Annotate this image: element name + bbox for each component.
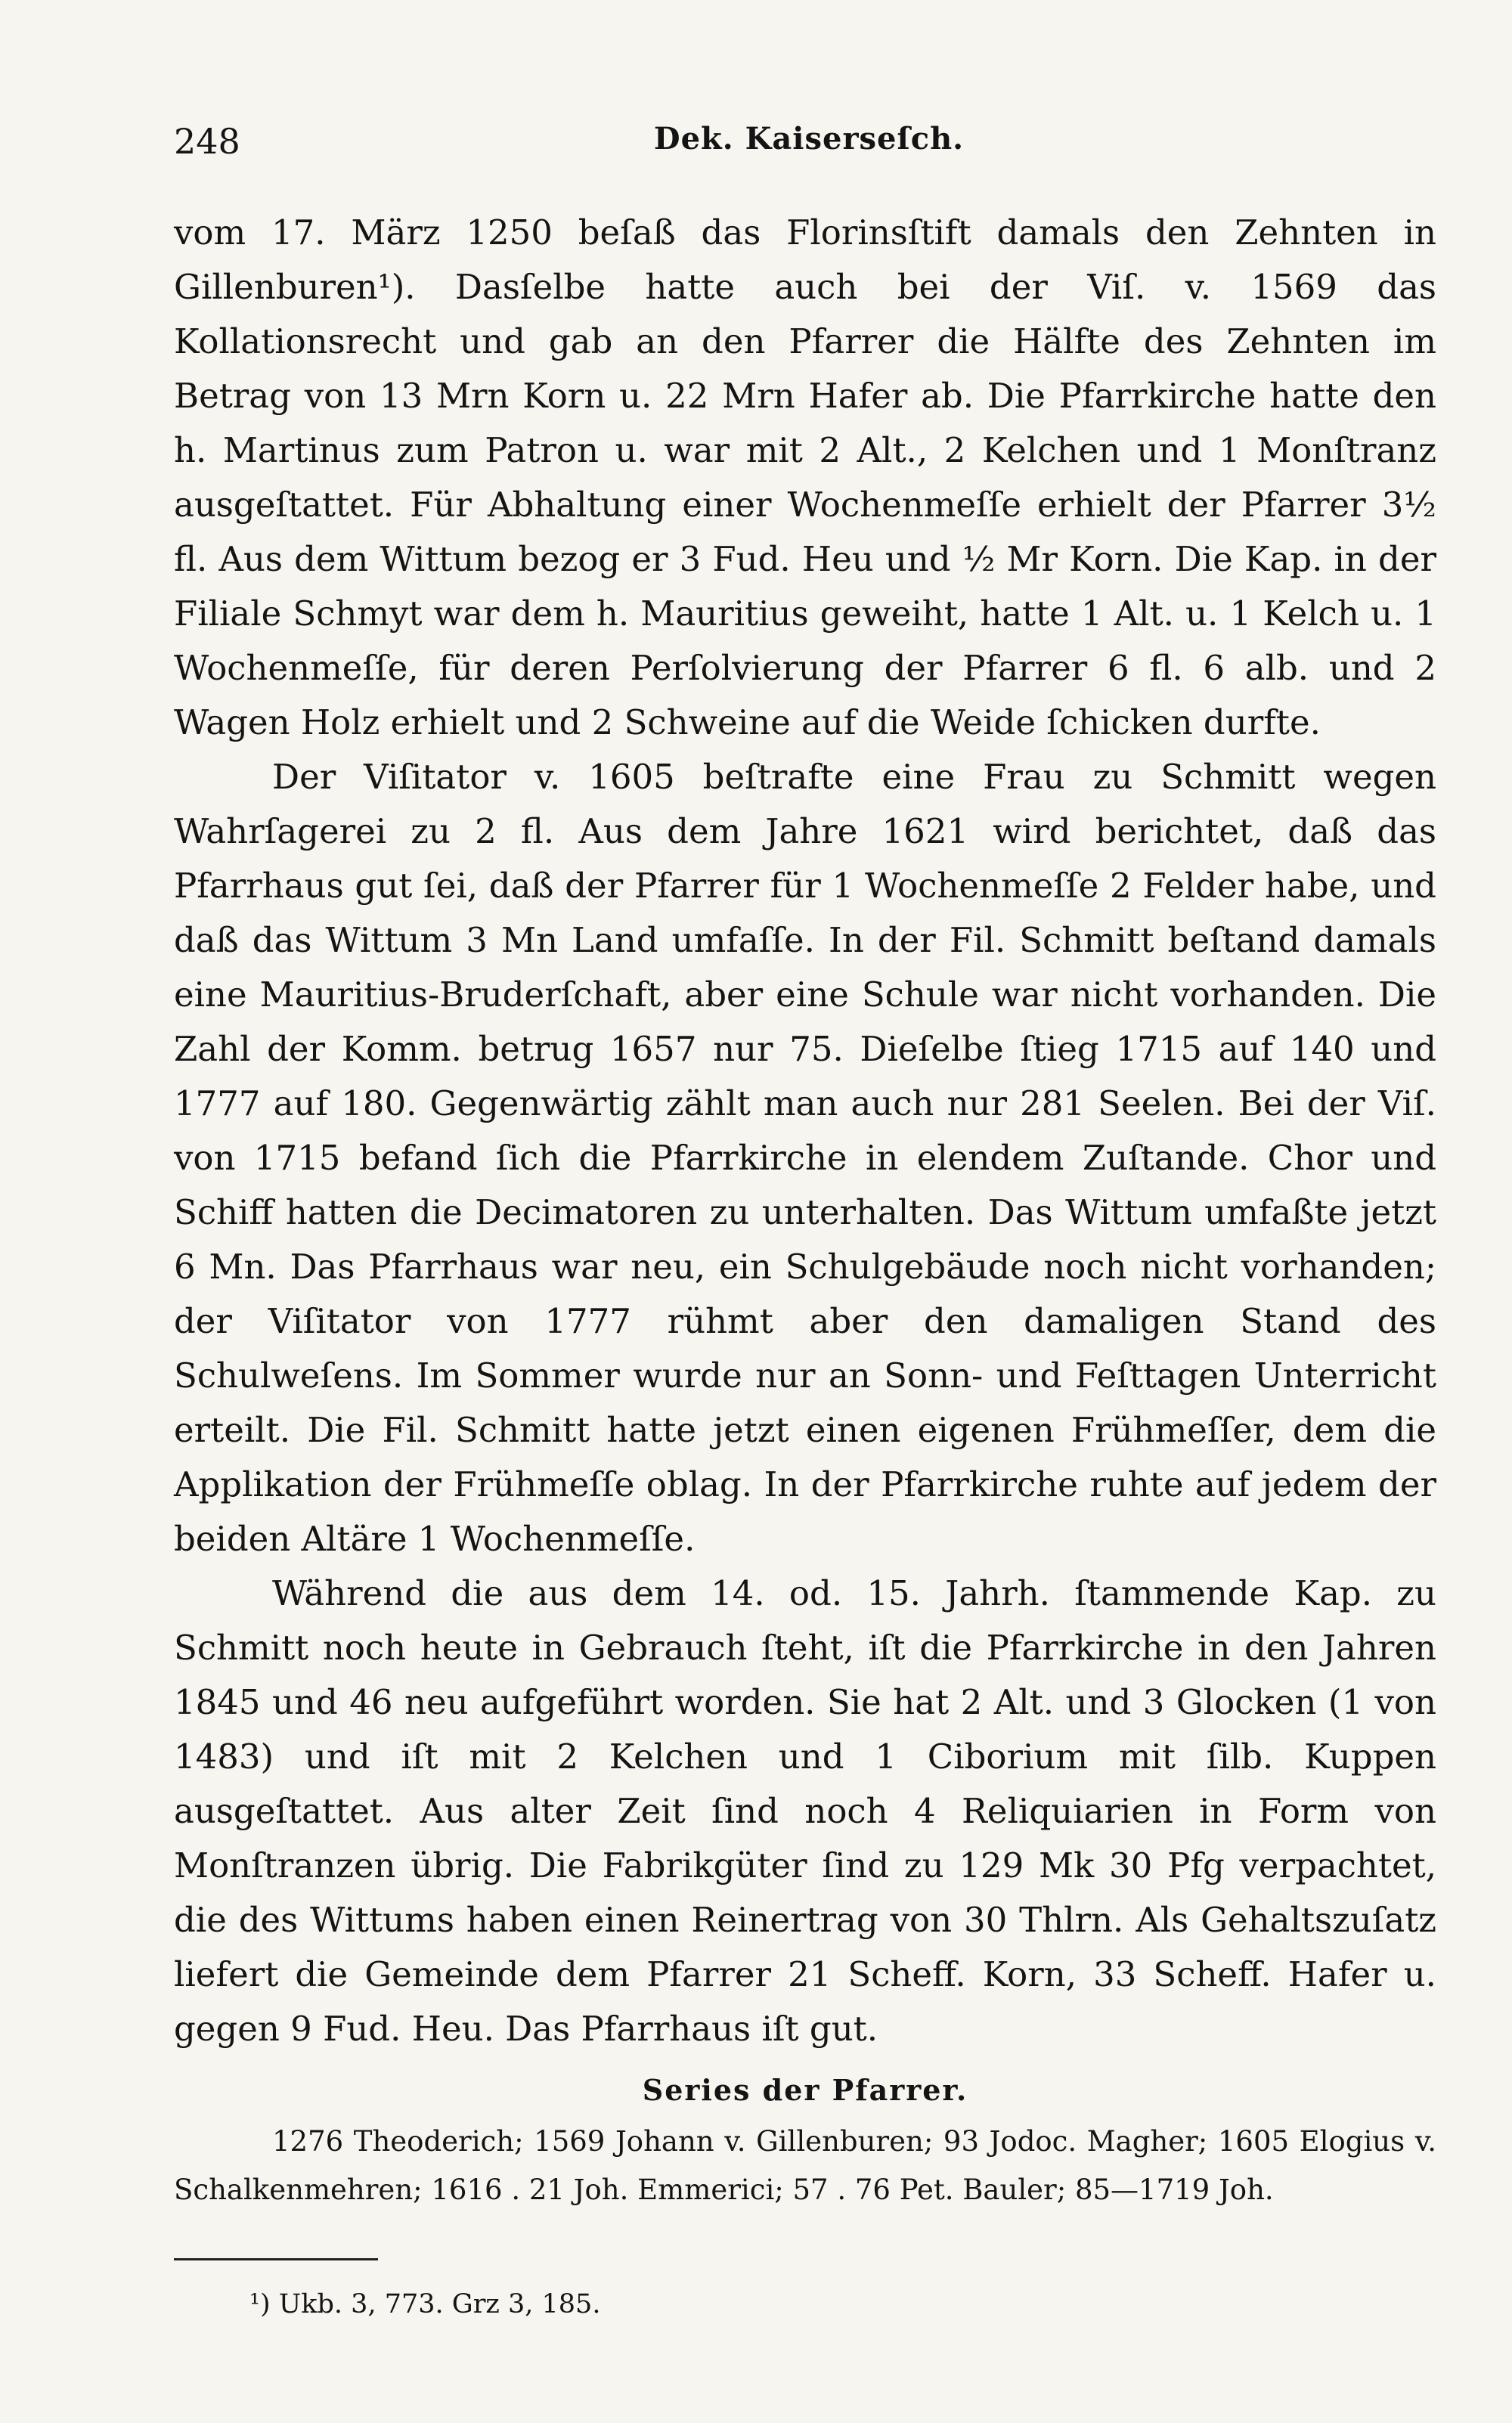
series-list: 1276 Theoderich; 1569 Johann v. Gillenburen; 93 Jodoc. Magher; 1605 Elogius v. Schalkenmehren; 1616 . 21 Joh. Emmerici; 57 . 76 Pet. Bauler; 85—1719 Joh.: [174, 2125, 1436, 2206]
footnote-rule: [174, 2258, 378, 2260]
paragraph-2: Der Viſitator v. 1605 beſtrafte eine Frau zu Schmitt wegen Wahrſagerei zu 2 fl. Aus dem Jahre 1621 wird berichtet, daß das Pfarrhaus gut ſei, daß der Pfarrer für 1 Wochenmeſſe 2 Felder habe, und daß das Wittum 3 Mn Land umfaſſe. In der Fil. Schmitt beſtand damals eine Mauritius-Bruderſchaft, aber eine Schule war nicht vorhanden. Die Zahl der Komm. betrug 1657 nur 75. Dieſelbe ſtieg 1715 auf 140 und 1777 auf 180. Gegenwärtig zählt man auch nur 281 Seelen. Bei der Viſ. von 1715 befand ſich die Pfarrkirche in elendem Zuſtande. Chor und Schiff hatten die Decimatoren zu unterhalten. Das Wittum umfaßte jetzt 6 Mn. Das Pfarrhaus war neu, ein Schulgebäude noch nicht vorhanden; der Viſitator von 1777 rühmt aber den damaligen Stand des Schulweſens. Im Sommer wurde nur an Sonn- und Feſttagen Unterricht erteilt. Die Fil. Schmitt hatte jetzt einen eigenen Frühmeſſer, dem die Applikation der Frühmeſſe oblag. In der Pfarrkirche ruhte auf jedem der beiden Altäre 1 Wochenmeſſe.: [174, 757, 1436, 1559]
running-head: Dek. Kaiserseſch.: [653, 121, 965, 156]
page-number: 248: [174, 121, 240, 162]
page-header: [174, 121, 1444, 174]
paragraph-1: vom 17. März 1250 beſaß das Florinsſtift damals den Zehnten in Gillenburen¹). Dasſelbe hatte auch bei der Viſ. v. 1569 das Kollationsrecht und gab an den Pfarrer die Hälfte des Zehnten im Betrag von 13 Mrn Korn u. 22 Mrn Hafer ab. Die Pfarrkirche hatte den h. Martinus zum Patron u. war mit 2 Alt., 2 Kelchen und 1 Monſtranz ausgeſtattet. Für Abhaltung einer Wochenmeſſe erhielt der Pfarrer 3½ fl. Aus dem Wittum bezog er 3 Fud. Heu und ½ Mr Korn. Die Kap. in der Filiale Schmyt war dem h. Mauritius geweiht, hatte 1 Alt. u. 1 Kelch u. 1 Wochenmeſſe, für deren Perſolvierung der Pfarrer 6 fl. 6 alb. und 2 Wagen Holz erhielt und 2 Schweine auf die Weide ſchicken durfte.: [174, 212, 1436, 742]
page-body: [174, 206, 1436, 2325]
series-heading: Series der Pfarrer.: [642, 2073, 968, 2107]
footnote: ¹) Ukb. 3, 773. Grz 3, 185.: [249, 2289, 601, 2319]
paragraph-3: Während die aus dem 14. od. 15. Jahrh. ſtammende Kap. zu Schmitt noch heute in Gebrauch ſteht, iſt die Pfarrkirche in den Jahren 1845 und 46 neu aufgeführt worden. Sie hat 2 Alt. und 3 Glocken (1 von 1483) und iſt mit 2 Kelchen und 1 Ciborium mit ſilb. Kuppen ausgeſtattet. Aus alter Zeit ſind noch 4 Reliquiarien in Form von Monſtranzen übrig. Die Fabrikgüter ſind zu 129 Mk 30 Pfg verpachtet, die des Wittums haben einen Reinertrag von 30 Thlrn. Als Gehaltszuſatz liefert die Gemeinde dem Pfarrer 21 Scheff. Korn, 33 Scheff. Hafer u. gegen 9 Fud. Heu. Das Pfarrhaus iſt gut.: [174, 1573, 1436, 2049]
